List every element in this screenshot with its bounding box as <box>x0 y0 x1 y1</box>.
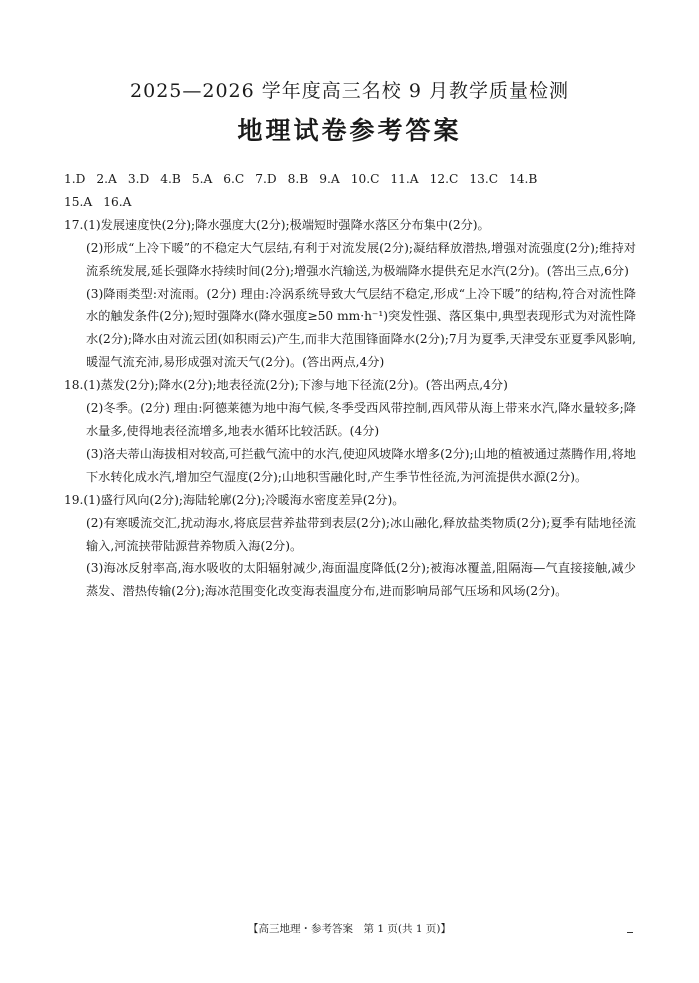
mc-answer: 4.B <box>160 172 181 186</box>
question-17-part-2: (2)形成“上冷下暖”的不稳定大气层结,有利于对流发展(2分);凝结释放潜热,增强对流强度(2分);维持对流系统发展,延长强降水持续时间(2分);增强水汽输送,为极端降水提供充足水汽(2分)。(答出三点,6分) <box>86 240 636 278</box>
question-17-part-3: (3)降雨类型:对流雨。(2分) 理由:冷涡系统导致大气层结不稳定,形成“上冷下暖”的结构,符合对流性降水的触发条件(2分);短时强降水(降水强度≥50 mm·h⁻¹)突发性强、落区集中,典型表现形式为对流性降水(2分);降水由对流云团(如积雨云)产生,而非大范围锋面降水(2分);7月为夏季,天津受东亚夏季风影响,暖湿气流充沛,易形成强对流天气(2分)。(答出两点,4分) <box>86 286 636 370</box>
question-18 <box>64 374 636 489</box>
question-17-part-1: 17.(1)发展速度快(2分);降水强度大(2分);极端短时强降水落区分布集中(2分)。 <box>64 217 490 232</box>
mc-answer: 3.D <box>127 172 150 186</box>
mc-answer: 14.B <box>509 172 538 186</box>
page-footer: 【高三地理・参考答案 第 1 页(共 1 页)】 <box>248 923 451 935</box>
mc-answer: 6.C <box>223 172 245 186</box>
mc-answer: 15.A <box>64 194 93 209</box>
exam-title: 2025—2026 学年度高三名校 9 月教学质量检测 <box>130 80 569 102</box>
mc-answer: 16.A <box>103 194 132 209</box>
answer-body <box>64 168 636 603</box>
question-17 <box>64 214 636 374</box>
mc-answer: 10.C <box>350 172 380 186</box>
question-18-part-1: 18.(1)蒸发(2分);降水(2分);地表径流(2分);下渗与地下径流(2分)。(答出两点,4分) <box>64 378 508 393</box>
mc-answer: 9.A <box>319 172 340 186</box>
document-title: 地理试卷参考答案 <box>237 116 462 145</box>
multiple-choice-line-1 <box>64 168 636 191</box>
mc-answer: 11.A <box>390 172 419 186</box>
mc-answer: 1.D <box>64 172 86 186</box>
question-19-part-3: (3)海冰反射率高,海水吸收的太阳辐射减少,海面温度降低(2分);被海冰覆盖,阻隔海—气直接接触,减少蒸发、潜热传输(2分);海冰范围变化改变海表温度分布,进而影响局部气压场和风场(2分)。 <box>86 561 636 599</box>
mc-answer: 8.B <box>287 172 309 186</box>
mc-answer: 13.C <box>469 172 499 186</box>
question-19 <box>64 489 636 604</box>
question-18-part-3: (3)洛夫蒂山海拔相对较高,可拦截气流中的水汽,使迎风坡降水增多(2分);山地的植被通过蒸腾作用,将地下水转化成水汽,增加空气湿度(2分);山地积雪融化时,产生季节性径流,为河流提供水源(2分)。 <box>86 446 636 484</box>
multiple-choice-line-2 <box>64 191 636 214</box>
mc-answer: 12.C <box>429 172 459 186</box>
mc-answer: 2.A <box>96 172 117 186</box>
mc-answer: 5.A <box>191 172 213 186</box>
question-19-part-1: 19.(1)盛行风向(2分);海陆轮廓(2分);冷暖海水密度差异(2分)。 <box>64 492 405 507</box>
question-19-part-2: (2)有寒暖流交汇,扰动海水,将底层营养盐带到表层(2分);冰山融化,释放盐类物质(2分);夏季有陆地径流输入,河流挟带陆源营养物质入海(2分)。 <box>86 515 636 553</box>
question-18-part-2: (2)冬季。(2分) 理由:阿德莱德为地中海气候,冬季受西风带控制,西风带从海上带来水汽,降水量较多;降水量多,使得地表径流增多,地表水循环比较活跃。(4分) <box>86 401 636 438</box>
corner-mark <box>627 932 633 933</box>
mc-answer: 7.D <box>255 172 277 186</box>
